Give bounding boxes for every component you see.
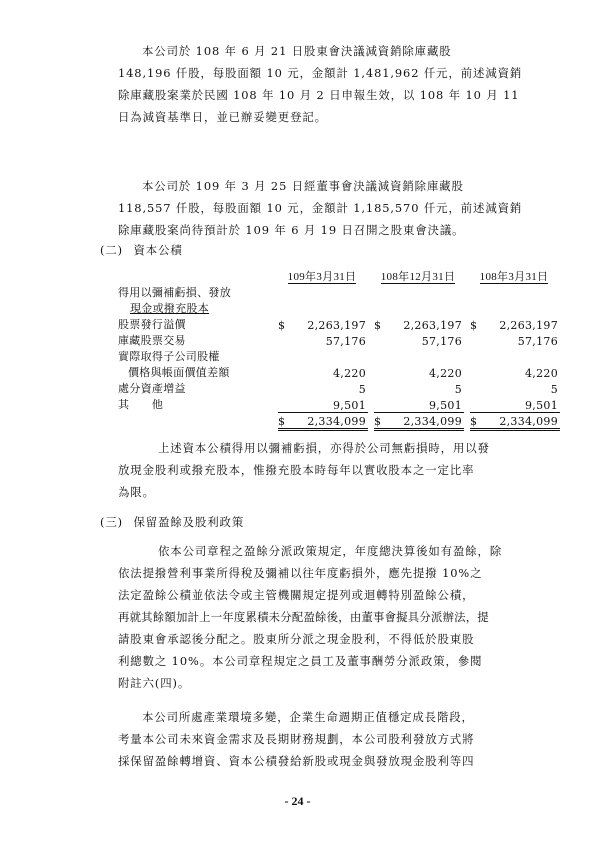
paragraph-capital-reduction-108 bbox=[118, 40, 538, 62]
currency-symbol: $ bbox=[374, 415, 382, 428]
paragraph-industry-environment bbox=[118, 706, 538, 728]
currency-symbol: $ bbox=[374, 319, 382, 332]
paragraph-capital-reduction-108-cont bbox=[118, 62, 538, 128]
section-number: (三) bbox=[100, 515, 123, 529]
row-label: 價格與帳面價值差額 bbox=[128, 366, 230, 379]
text-line: 為限。 bbox=[118, 485, 155, 499]
section-heading-capital-surplus bbox=[100, 242, 183, 258]
table-cell: 57,176 bbox=[517, 335, 558, 348]
column-header: 109年3月31日 bbox=[287, 271, 357, 283]
text-line: 除庫藏股案業於民國 108 年 10 月 2 日申報生效，以 108 年 10 月 11 bbox=[118, 88, 520, 102]
section-number: (二) bbox=[100, 243, 123, 257]
column-header: 108年12月31日 bbox=[380, 271, 456, 283]
table-cell: 5 bbox=[454, 383, 462, 396]
currency-symbol: $ bbox=[278, 319, 286, 332]
capital-surplus-table bbox=[118, 268, 560, 431]
text-line: 日為減資基準日，並已辦妥變更登記。 bbox=[118, 110, 327, 124]
row-label: 其 他 bbox=[118, 398, 164, 411]
table-cell bbox=[278, 348, 368, 364]
text-line: 本公司所處產業環境多變，企業生命週期正值穩定成長階段， bbox=[142, 710, 474, 724]
table-cell: 5 bbox=[550, 383, 558, 396]
table-row bbox=[118, 364, 560, 380]
text-line: 附註六(四)。 bbox=[118, 676, 191, 690]
table-row bbox=[118, 380, 560, 396]
table-cell: 5 bbox=[358, 383, 366, 396]
table-row bbox=[118, 348, 560, 364]
table-cell: 9,501 bbox=[525, 398, 558, 412]
paragraph-capital-reduction-109-cont bbox=[118, 197, 538, 241]
text-line: 放現金股利或撥充股本，惟撥充股本時每年以實收股本之一定比率 bbox=[118, 463, 475, 477]
text-line: 本公司於 109 年 3 月 25 日經董事會決議減資銷除庫藏股 bbox=[142, 179, 464, 193]
table-row bbox=[118, 316, 560, 332]
group-label: 得用以彌補虧損、發放 bbox=[118, 286, 231, 299]
table-cell: 57,176 bbox=[325, 335, 366, 348]
text-line: 請股東會承認後分配之。股東所分派之現金股利，不得低於股東股 bbox=[118, 632, 475, 646]
text-line: 依本公司章程之盈餘分派政策規定，年度總決算後如有盈餘，除 bbox=[158, 544, 503, 558]
text-line: 依法提撥營利事業所得稅及彌補以往年度虧損外，應先提撥 10%之 bbox=[118, 566, 483, 580]
total-cell: 2,334,099 bbox=[403, 415, 462, 428]
page-number: - 24 - bbox=[284, 794, 311, 808]
table-total-row bbox=[118, 412, 560, 430]
currency-symbol: $ bbox=[470, 415, 478, 428]
text-line: 本公司於 108 年 6 月 21 日股東會決議減資銷除庫藏股 bbox=[142, 44, 452, 58]
table-cell: 4,220 bbox=[333, 367, 366, 380]
paragraph-capital-reduction-109 bbox=[118, 175, 538, 197]
table-cell: 2,263,197 bbox=[499, 319, 558, 332]
text-line: 再就其餘額加計上一年度累積未分配盈餘後，由董事會擬具分派辦法，提 bbox=[118, 610, 489, 624]
total-cell: 2,334,099 bbox=[307, 415, 366, 428]
row-label: 實際取得子公司股權 bbox=[118, 350, 220, 363]
table-header-row bbox=[118, 268, 560, 284]
paragraph-dividend-policy bbox=[118, 540, 538, 562]
text-line: 148,196 仟股，每股面額 10 元，金額計 1,481,962 仟元，前述減資銷 bbox=[118, 66, 523, 80]
paragraph-capital-surplus-usage bbox=[118, 437, 538, 459]
table-cell: 4,220 bbox=[525, 367, 558, 380]
table-cell: 9,501 bbox=[333, 398, 366, 412]
table-cell: 9,501 bbox=[429, 398, 462, 412]
section-title: 保留盈餘及股利政策 bbox=[133, 515, 245, 529]
row-label: 庫藏股票交易 bbox=[118, 334, 186, 347]
row-label: 股票發行溢價 bbox=[118, 318, 186, 331]
table-group-row bbox=[118, 300, 560, 316]
text-line: 上述資本公積得用以彌補虧損，亦得於公司無虧損時，用以發 bbox=[158, 441, 490, 455]
text-line: 法定盈餘公積並依法令或主管機關規定提列或迴轉特別盈餘公積， bbox=[118, 588, 475, 602]
table-cell: 2,263,197 bbox=[403, 319, 462, 332]
text-line: 考量本公司未來資金需求及長期財務規劃，本公司股利發放方式將 bbox=[118, 732, 475, 746]
table-row bbox=[118, 332, 560, 348]
column-header: 108年3月31日 bbox=[479, 271, 549, 283]
section-title: 資本公積 bbox=[133, 243, 183, 257]
table-cell: 2,263,197 bbox=[307, 319, 366, 332]
table-row bbox=[118, 396, 560, 412]
total-cell: 2,334,099 bbox=[499, 415, 558, 428]
table-cell bbox=[470, 348, 560, 364]
currency-symbol: $ bbox=[278, 415, 286, 428]
currency-symbol: $ bbox=[470, 319, 478, 332]
text-line: 利總數之 10%。本公司章程規定之員工及董事酬勞分派政策，參閱 bbox=[118, 654, 483, 668]
group-label: 現金或撥充股本 bbox=[130, 302, 210, 315]
text-line: 採保留盈餘轉增資、資本公積發給新股或現金與發放現金股利等四 bbox=[118, 754, 475, 768]
paragraph-industry-environment-cont bbox=[118, 728, 538, 772]
paragraph-dividend-policy-cont bbox=[118, 562, 538, 694]
text-line: 118,557 仟股，每股面額 10 元，金額計 1,185,570 仟元，前述減資銷 bbox=[118, 201, 523, 215]
row-label: 處分資產增益 bbox=[118, 382, 186, 395]
table-cell: 57,176 bbox=[421, 335, 462, 348]
table-group-row bbox=[118, 284, 560, 300]
text-line: 除庫藏股案尚待預計於 109 年 6 月 19 日召開之股東會決議。 bbox=[118, 223, 465, 237]
table-cell: 4,220 bbox=[429, 367, 462, 380]
section-heading-retained-earnings bbox=[100, 514, 244, 530]
paragraph-capital-surplus-usage-cont bbox=[118, 459, 538, 503]
table-cell bbox=[374, 348, 464, 364]
